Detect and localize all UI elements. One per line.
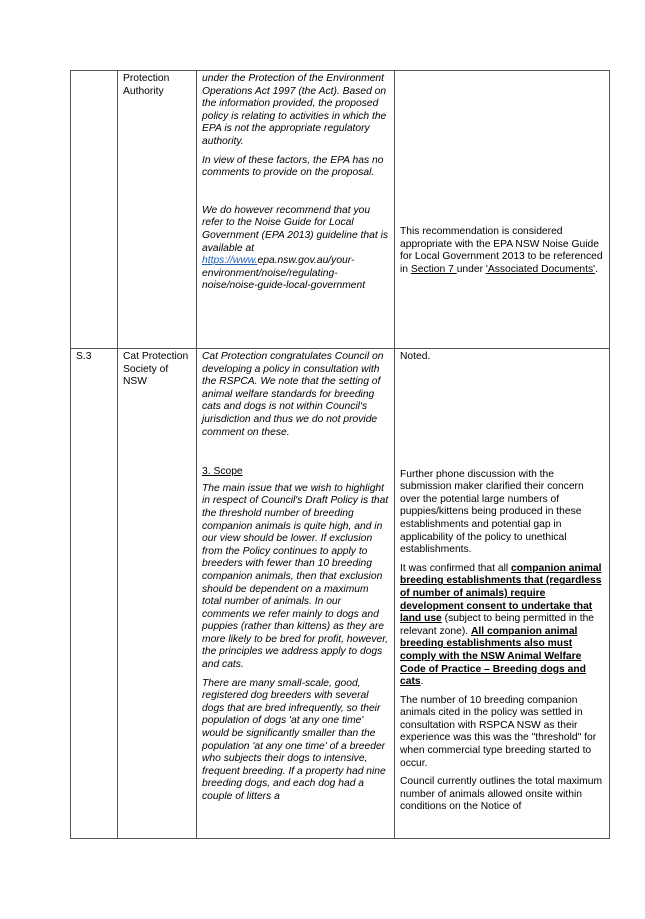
comment-text: epa.nsw.gov.au/your-environment/noise/regulating-noise/noise-guide-local-government — [202, 255, 366, 292]
comment-paragraph: under the Protection of the Environment Operations Act 1997 (the Act). Based on the information provided, the proposed policy is relating to activities in which the EPA is not the appropriate regulatory authority. — [202, 73, 387, 147]
submission-number: S.3 — [71, 349, 118, 839]
comment-text: We do however recommend that you refer to the Noise Guide for Local Government (EPA 2013) guideline that is available at — [202, 204, 389, 254]
response-paragraph: This recommendation is considered appropriate with the EPA NSW Noise Guide for Local Government 2013 to be referenced in Section 7 under 'Associated Documents'. — [400, 226, 603, 275]
comment-paragraph: Cat Protection congratulates Council on developing a policy in consultation with the RSPCA. We note that the setting of animal welfare standards for breeding cats and dogs is not within Council's jurisdiction and thus we do not provide comment on these. — [202, 351, 384, 438]
section-ref: Section 7 — [410, 263, 457, 275]
comment-paragraph — [202, 205, 389, 293]
comment-paragraph: In view of these factors, the EPA has no comments to provide on the proposal. — [202, 154, 384, 179]
comment-paragraph: The main issue that we wish to highlight in respect of Council's Draft Policy is that the threshold number of breeding companion animals is quite high, and in our view should be lower. If exclusion from the Policy continues to apply to breeders with fewer than 10 breeding companion animals, then that exclusion should be dependent on a maximum total number of animals. In our comments we refer mainly to dogs and puppies (rather than kittens) as they are more likely to be bred for profit, however, the principles we address apply to dogs and cats. — [202, 482, 389, 671]
comment-paragraph: There are many small-scale, good, registered dog breeders with several dogs that are bred infrequently, so their population of dogs 'at any one time' would be significantly smaller than the population 'at any one time' of a breeder who subjects their dogs to intensive, frequent breeding. If a property had nine breeding dogs, and each dog had a couple of litters a — [202, 677, 386, 802]
council-response — [395, 71, 610, 349]
submission-comment — [197, 71, 395, 349]
response-noted: Noted. — [400, 351, 431, 362]
submission-comment — [197, 349, 395, 839]
response-paragraph: Further phone discussion with the submission maker clarified their concern over the potential large numbers of puppies/kittens being produced in these establishments and potential gap in applicability of the policy to unethical establishments. — [400, 468, 584, 556]
epa-link[interactable]: https://www. — [202, 255, 258, 267]
submission-number — [71, 71, 118, 349]
section-heading: 3. Scope — [202, 466, 243, 478]
table-row — [71, 349, 610, 839]
response-paragraph: It was confirmed that all companion animal breeding establishments that (regardless of number of animals) require development consent to undertake that land use (subject to being permitted in the relevant zone). All companion animal breeding establishments also must comply with the NSW Animal Welfare Code of Practice – Breeding dogs and cats. — [400, 562, 602, 688]
submissions-table — [70, 70, 610, 839]
council-response — [395, 349, 610, 839]
submitter-name: Protection Authority — [118, 71, 197, 349]
table-row — [71, 71, 610, 349]
associated-docs-ref: 'Associated Documents' — [485, 263, 596, 275]
response-paragraph: The number of 10 breeding companion animals cited in the policy was settled in consultation with RSPCA NSW as their experience was this was the "threshold" for when commercial type breeding started to occur. — [400, 694, 597, 769]
response-paragraph: Council currently outlines the total maximum number of animals allowed onsite within conditions on the Notice of — [400, 776, 603, 813]
submitter-name: Cat Protection Society of NSW — [118, 349, 197, 839]
